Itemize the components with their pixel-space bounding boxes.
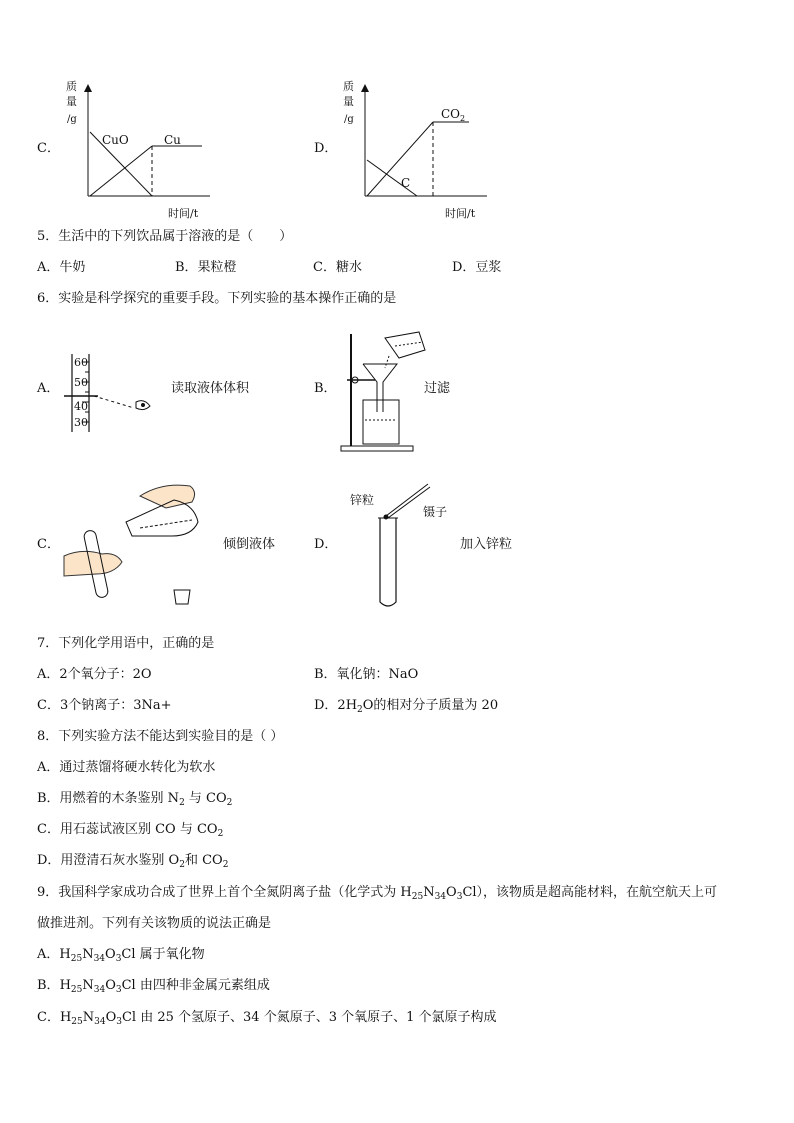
q7-option-c: C．3个钠离子：3Na+ — [37, 698, 172, 713]
q6-option-b-letter: B． — [314, 381, 337, 396]
q6-option-a-letter: A． — [37, 381, 60, 396]
graph-d-y-arrow — [361, 84, 369, 92]
q9-option-a: A．$H_{25}N_{34}O_3Cl$ 属于氧化物 — [37, 947, 205, 964]
graph-d-co2-rise — [367, 122, 433, 196]
tick-label-60: 60 — [74, 356, 88, 369]
graph-c-ylabel-1: 质 — [66, 80, 77, 93]
q8-option-d: D．用澄清石灰水鉴别 $O_2$和 $CO_2$ — [37, 853, 229, 870]
question-7-stem: 7．下列化学用语中，正确的是 — [37, 636, 215, 651]
stopper — [174, 590, 190, 604]
graph-c-ylabel-unit: /g — [67, 114, 77, 125]
option-letter: C． — [37, 141, 60, 156]
question-6-stem: 6．实验是科学探究的重要手段。下列实验的基本操作正确的是 — [37, 291, 397, 306]
q6-option-a-label: 读取液体体积 — [171, 381, 250, 396]
q7-option-a: A．2个氧分子：2O — [37, 667, 152, 682]
q6-option-c-letter: C． — [37, 537, 60, 552]
cylinder-reading-figure — [64, 350, 174, 435]
q8-option-b: B．用燃着的木条鉴别 $N_2$ 与 $CO_2$ — [37, 791, 233, 808]
graph-c — [62, 80, 212, 225]
graph-d-ylabel-1: 质 — [343, 80, 354, 93]
question-9-stem: 9．我国科学家成功合成了世界上首个全氮阴离子盐（化学式为 $H_{25}N_{34}O_3Cl$），该物质是超高能材料，在航空航天上可 — [37, 885, 718, 902]
pouring-figure — [62, 478, 212, 608]
option-letter: D． — [314, 141, 338, 156]
q5-option-c: C．糖水 — [313, 260, 362, 275]
beaker-pour — [385, 332, 425, 358]
hand-left — [64, 551, 122, 576]
graph-c-cu-rise — [90, 146, 152, 196]
q8-option-a: A．通过蒸馏将硬水转化为软水 — [37, 760, 216, 775]
question-9-stem-line2: 做推进剂。下列有关该物质的说法正确是 — [37, 916, 272, 931]
graph-c-xlabel: 时间/t — [168, 207, 199, 220]
zinc-label: 锌粒 — [350, 493, 375, 507]
question-5-stem: 5．生活中的下列饮品属于溶液的是（ ） — [37, 229, 293, 244]
graph-d-c-label: C — [401, 176, 411, 190]
graph-d — [339, 80, 489, 225]
filtration-figure — [335, 328, 430, 453]
q9-option-c: C．$H_{25}N_{34}O_3Cl$ 由 25 个氢原子、34 个氮原子、3 个氧原子、1 个氯原子构成 — [37, 1010, 497, 1027]
graph-d-co2-label: $CO_2$ — [441, 107, 466, 123]
q6-option-d-label: 加入锌粒 — [460, 537, 513, 552]
graph-c-y-arrow — [84, 84, 92, 92]
q9-option-b: B．$H_{25}N_{34}O_3Cl$ 由四种非金属元素组成 — [37, 978, 270, 995]
graph-c-cuo-label: CuO — [102, 133, 129, 147]
q7-option-b: B．氧化钠：NaO — [314, 667, 419, 682]
q5-option-a: A．牛奶 — [37, 260, 86, 275]
tick-label-50: 50 — [74, 376, 88, 389]
graph-d-ylabel-2: 量 — [343, 95, 354, 108]
tick-label-30: 30 — [74, 416, 88, 429]
tweezers-label: 镊子 — [423, 505, 448, 519]
tick-label-40: 40 — [74, 400, 88, 413]
bottle — [126, 500, 198, 536]
graph-c-cu-label: Cu — [164, 133, 181, 147]
q7-option-d: D．$2H_2O$的相对分子质量为 20 — [314, 698, 499, 715]
q6-option-b-label: 过滤 — [424, 381, 451, 396]
q6-option-c-label: 倾倒液体 — [223, 537, 276, 552]
q8-option-c: C．用石蕊试液区别 CO 与 $CO_2$ — [37, 822, 224, 839]
test-tube-upright — [380, 518, 396, 606]
question-8-stem: 8．下列实验方法不能达到实验目的是（ ） — [37, 729, 284, 744]
q5-option-b: B．果粒橙 — [175, 260, 237, 275]
zinc-figure — [340, 480, 450, 615]
q5-option-d: D．豆浆 — [452, 260, 502, 275]
graph-d-xlabel: 时间/t — [445, 207, 476, 220]
graph-c-ylabel-2: 量 — [66, 95, 77, 108]
sight-line — [94, 396, 134, 408]
graph-d-ylabel-unit: /g — [344, 114, 354, 125]
q6-option-d-letter: D． — [314, 537, 338, 552]
